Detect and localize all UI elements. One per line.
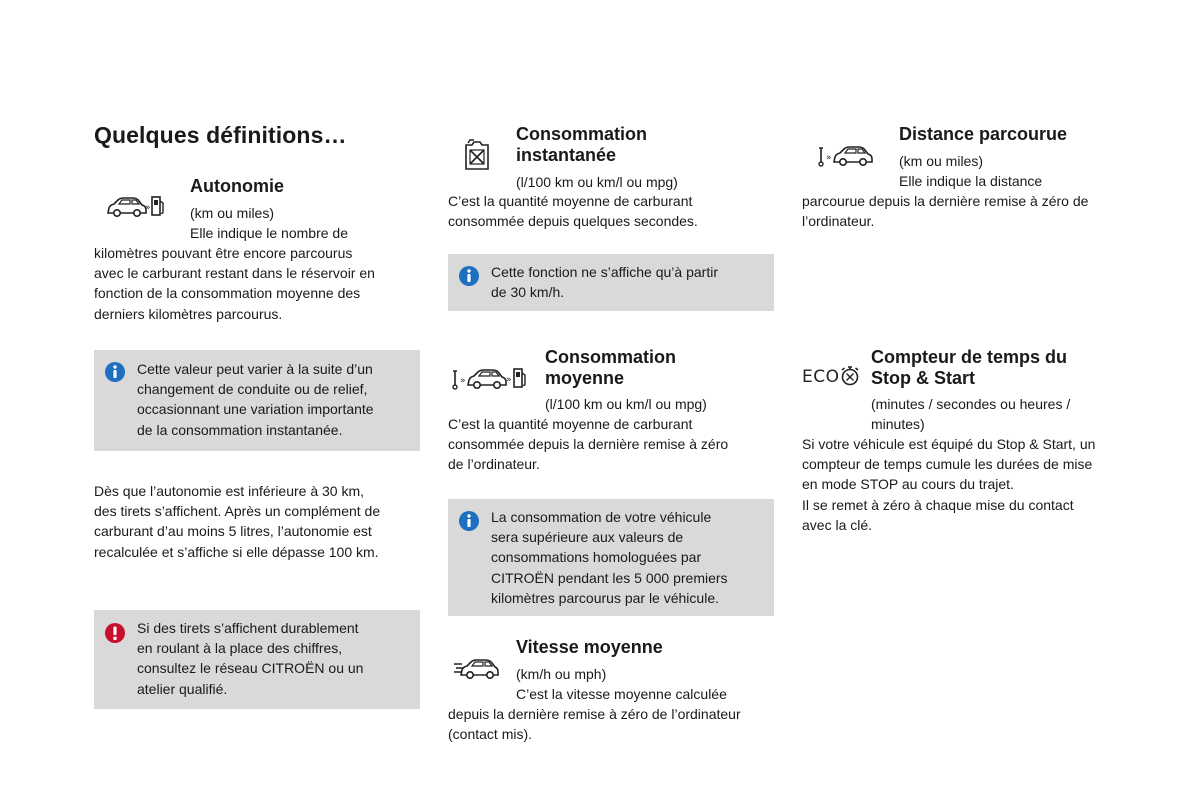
moyenne-note-line-2: sera supérieure aux valeurs de: [491, 529, 684, 546]
instantanee-line-2: consommée depuis quelques secondes.: [448, 213, 698, 229]
moyenne-title-line-2: moyenne: [545, 368, 625, 388]
stopstart-line-5: avec la clé.: [802, 516, 873, 533]
instantanee-title-line-2: instantanée: [516, 145, 617, 165]
svg-text:»: »: [145, 203, 151, 213]
stopstart-unit-line-2: minutes): [871, 416, 925, 432]
info-icon: [458, 510, 480, 532]
autonomie-extra-line-1: Dès que l’autonomie est inférieure à 30 km,: [94, 483, 365, 499]
autonomie-info-note: [94, 350, 420, 451]
autonomie-warning-line-4: atelier qualifié.: [137, 680, 228, 697]
svg-text:»: »: [506, 375, 512, 385]
stopstart-paragraph: [802, 434, 1142, 535]
distance-unit: (km ou miles): [899, 153, 984, 169]
moyenne-line-2: consommée depuis la dernière remise à zéro: [448, 436, 729, 452]
stopwatch-icon: [840, 365, 860, 387]
moyenne-title-line-1: Consommation: [545, 347, 677, 367]
vitesse-line-3: (contact mis).: [448, 726, 533, 742]
instantanee-note-line-2: de 30 km/h.: [491, 284, 565, 301]
stopstart-line-4: Il se remet à zéro à chaque mise du contact: [802, 496, 1074, 513]
moyenne-line-1: C’est la quantité moyenne de carburant: [448, 416, 693, 432]
vitesse-line-2: depuis la dernière remise à zéro de l’ordinateur: [448, 706, 741, 722]
autonomie-warning-line-2: en roulant à la place des chiffres,: [137, 640, 343, 657]
warning-icon: [104, 622, 126, 644]
autonomie-line-1: Elle indique le nombre de: [190, 225, 348, 241]
instantanee-unit: (l/100 km ou km/l ou mpg): [516, 174, 678, 190]
autonomie-extra-line-2: des tirets s’affichent. Après un complément de: [94, 503, 381, 520]
stopstart-unit-line-1: (minutes / secondes ou heures /: [871, 396, 1071, 412]
moyenne-note-line-5: kilomètres parcourus par le véhicule.: [491, 589, 719, 606]
svg-text:»: »: [826, 153, 832, 163]
distance-line-3: l’ordinateur.: [802, 213, 875, 229]
autonomie-note-line-4: de la consommation instantanée.: [137, 421, 343, 438]
autonomie-warning-note: [94, 610, 420, 709]
distance-line-1: Elle indique la distance: [899, 173, 1043, 189]
eco-label: ECO: [802, 367, 840, 387]
moyenne-unit: (l/100 km ou km/l ou mpg): [545, 396, 707, 412]
instantanee-title-line-1: Consommation: [516, 124, 648, 144]
autonomie-note-line-1: Cette valeur peut varier à la suite d’un: [137, 361, 373, 377]
instantanee-note-line-1: Cette fonction ne s’affiche qu’à partir: [491, 264, 718, 280]
autonomie-unit: (km ou miles): [190, 205, 275, 221]
vitesse-line-1: C’est la vitesse moyenne calculée: [516, 686, 727, 702]
autonomie-extra-line-3: carburant d’au moins 5 litres, l’autonomie est: [94, 523, 372, 540]
autonomie-extra-line-4: recalculée et s’affiche si elle dépasse 100 km.: [94, 543, 379, 560]
moyenne-note-line-4: CITROËN pendant les 5 000 premiers: [491, 569, 728, 586]
autonomie-warning-line-3: consultez le réseau CITROËN ou un: [137, 660, 364, 677]
stopstart-line-2: compteur de temps cumule les durées de mise: [802, 456, 1093, 473]
autonomie-line-5: derniers kilomètres parcourus.: [94, 306, 283, 322]
info-icon: [104, 361, 126, 383]
stopstart-unit: [871, 394, 1070, 434]
moyenne-note-line-3: consommations homologuées par: [491, 549, 702, 566]
moyenne-info-note: [448, 499, 774, 616]
vitesse-title: Vitesse moyenne: [516, 637, 663, 657]
stopstart-title-line-2: Stop & Start: [871, 368, 976, 388]
distance-title: Distance parcourue: [899, 124, 1068, 144]
autonomie-note-line-2: changement de conduite ou de relief,: [137, 381, 368, 398]
vitesse-unit: (km/h ou mph): [516, 666, 607, 682]
distance-line-2: parcourue depuis la dernière remise à zéro de: [802, 193, 1089, 209]
page-title: Quelques définitions…: [94, 122, 347, 148]
autonomie-line-3: avec le carburant restant dans le réservoir en: [94, 265, 375, 281]
stopstart-line-3: en mode STOP au cours du trajet.: [802, 476, 1014, 493]
autonomie-extra-paragraph: [94, 481, 424, 562]
car-fuel-range-icon: [106, 194, 168, 220]
average-speed-icon: [453, 656, 499, 682]
distance-icon: [818, 143, 874, 169]
instantanee-title: [516, 124, 647, 166]
svg-text:»: »: [460, 376, 466, 386]
moyenne-line-3: de l’ordinateur.: [448, 456, 540, 472]
fuel-can-icon: [462, 139, 492, 171]
autonomie-line-2: kilomètres pouvant être encore parcourus: [94, 245, 353, 261]
moyenne-note-line-1: La consommation de votre véhicule: [491, 509, 712, 525]
instantanee-line-1: C’est la quantité moyenne de carburant: [448, 193, 693, 209]
autonomie-line-4: fonction de la consommation moyenne des: [94, 285, 361, 301]
stopstart-title: [871, 347, 1067, 389]
stopstart-line-1: Si votre véhicule est équipé du Stop & Start, un: [802, 436, 1096, 452]
average-consumption-icon: [452, 366, 532, 392]
info-icon: [458, 265, 480, 287]
autonomie-note-line-3: occasionnant une variation importante: [137, 401, 374, 418]
moyenne-title: [545, 347, 676, 389]
instantanee-info-note: [448, 254, 774, 311]
autonomie-title: Autonomie: [190, 176, 284, 196]
stopstart-title-line-1: Compteur de temps du: [871, 347, 1068, 367]
autonomie-warning-line-1: Si des tirets s’affichent durablement: [137, 620, 359, 636]
